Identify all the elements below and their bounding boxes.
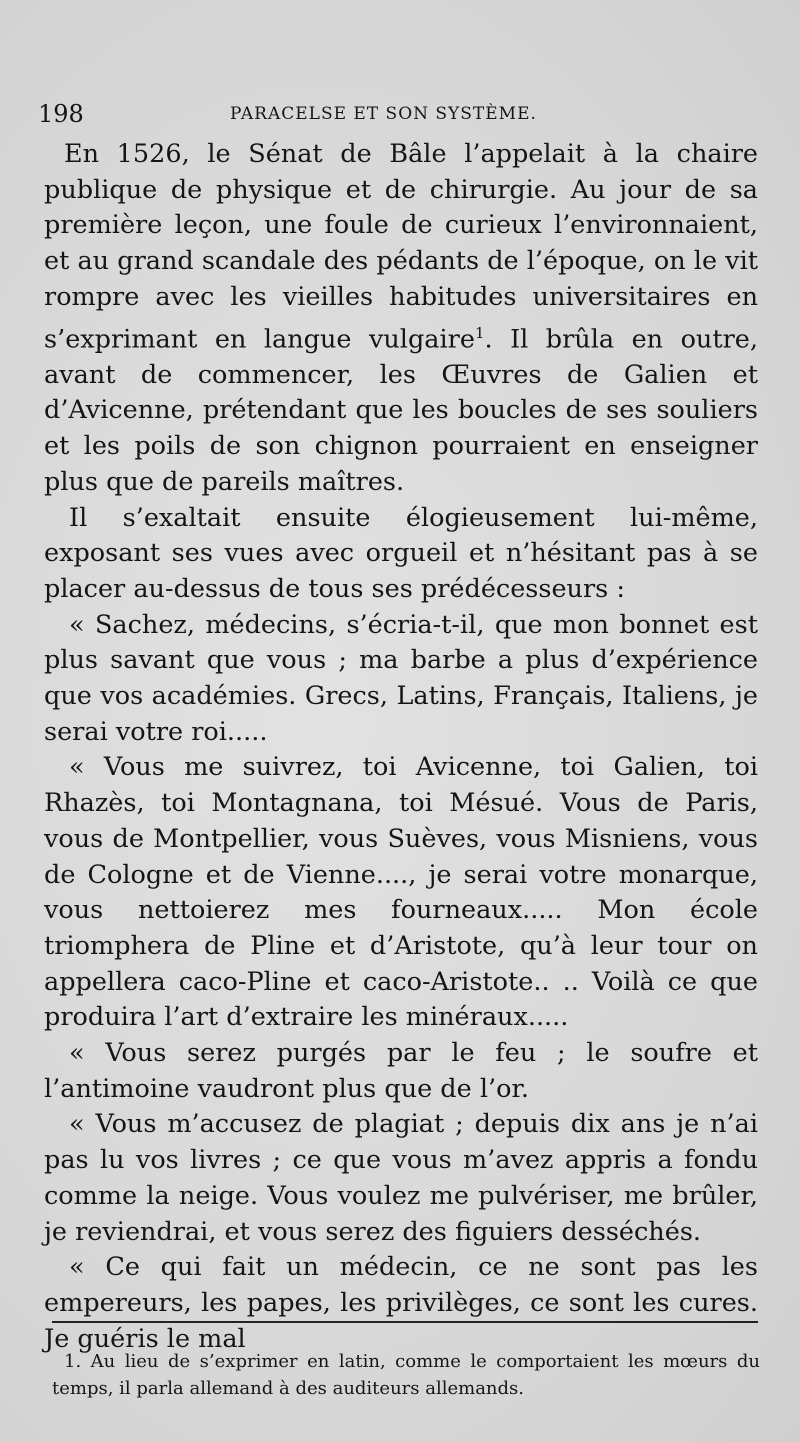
running-title: PARACELSE ET SON SYSTÈME.: [230, 104, 537, 124]
page-header: [38, 100, 758, 130]
paragraph-4: « Vous me suivrez, toi Avicenne, toi Galien, toi Rhazès, toi Montagnana, toi Mésué. Vous de Paris, vous de Montpellier, vous Suèves, vous Misniens, vous de Cologne et de Vienne...., je serai votre monarque, vous nettoierez mes fourneaux..... Mon école triomphera de Pline et d’Aristote, qu’à leur tour on appellera caco-Pline et caco-Aristote.. .. Voilà ce que produira l’art d’extraire les minéraux.....: [44, 752, 758, 1033]
paragraph-5: « Vous serez purgés par le feu ; le soufre et l’antimoine vaudront plus que de l’or.: [44, 1038, 758, 1104]
paragraph-1: [44, 137, 758, 501]
paragraph-7: « Ce qui fait un médecin, ce ne sont pas les empereurs, les papes, les privilèges, ce sont les cures. Je guéris le mal: [44, 1252, 758, 1354]
paragraph-2: Il s’exaltait ensuite élogieusement lui-même, exposant ses vues avec orgueil et n’hésitant pas à se placer au-dessus de tous ses prédécesseurs :: [44, 502, 758, 604]
paragraph-1-text-before-note: En 1526, le Sénat de Bâle l’appelait à la chaire publique de physique et de chirurgie. Au jour de sa première leçon, une foule de curieux l’environnaient, et au grand scandale des pédants de l’époque, on le vit rompre avec les vieilles habitudes universitaires en s’exprimant en langue vulgaire: [44, 139, 758, 355]
paragraph-3: « Sachez, médecins, s’écria-t-il, que mon bonnet est plus savant que vous ; ma barbe a plus d’expérience que vos académies. Grecs, Latins, Français, Italiens, je serai votre roi.....: [44, 609, 758, 747]
paragraph-6: « Vous m’accusez de plagiat ; depuis dix ans je n’ai pas lu vos livres ; ce que vous m’avez appris a fondu comme la neige. Vous voulez me pulvériser, me brûler, je reviendrai, et vous serez des figuiers desséchés.: [44, 1109, 758, 1247]
footnote: 1. Au lieu de s’exprimer en latin, comme le comportaient les mœurs du temps, il parla allemand à des auditeurs allemands.: [52, 1351, 760, 1399]
body-text: [44, 137, 758, 1357]
paragraph-1-text-after-note: . Il brûla en outre, avant de commencer, les Œuvres de Galien et d’Avicenne, prétendant que les boucles de ses souliers et les poils de son chignon pourraient en enseigner plus que de pareils maîtres.: [44, 324, 758, 497]
footnote-reference: 1: [474, 323, 485, 342]
footnote-divider: [52, 1321, 758, 1323]
page-number: 198: [38, 100, 84, 128]
